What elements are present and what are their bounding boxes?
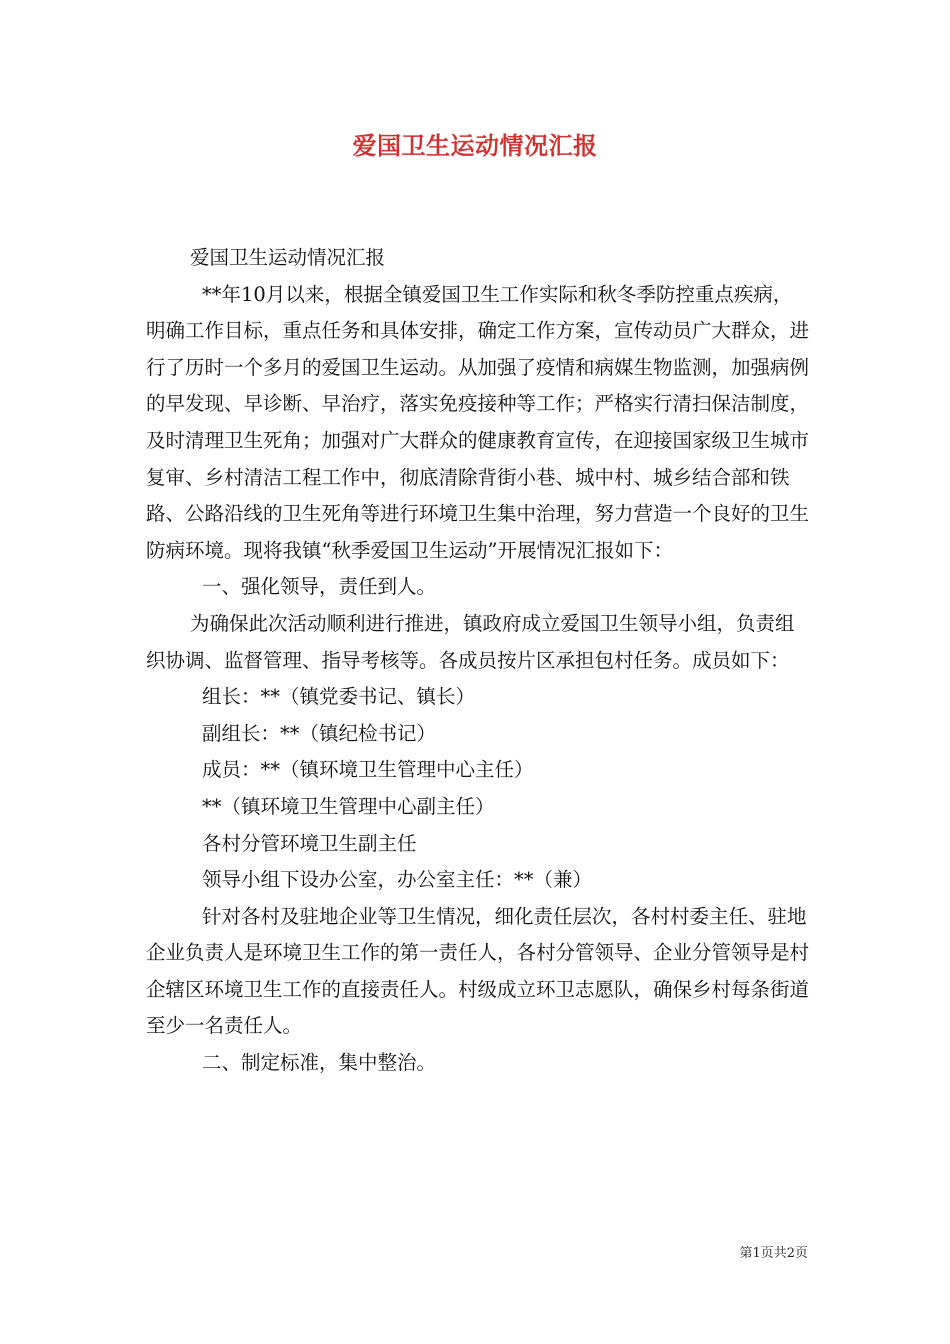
paragraph-leadership: 为确保此次活动顺利进行推进，镇政府成立爱国卫生领导小组，负责组织协调、监督管理、指导考核等。各成员按片区承担包村任务。成员如下： [146,611,795,672]
member-deputy: 副组长：**（镇纪检书记） [202,721,437,745]
office-director: 领导小组下设办公室，办公室主任：**（兼） [202,868,593,892]
member-vice-director: **（镇环境卫生管理中心副主任） [202,794,495,818]
paragraph-responsibility: 针对各村及驻地企业等卫生情况，细化责任层次，各村村委主任、驻地企业负责人是环境卫生工作的第一责任人，各村分管领导、企业分管领导是村企辖区环境卫生工作的直接责任人。村级成立环卫志愿队，确保乡村每条街道至少一名责任人。 [146,904,810,1038]
section-heading-2: 二、制定标准，集中整治。 [202,1051,437,1075]
page-number: 第1页共2页 [739,1246,808,1261]
section-heading-1: 一、强化领导，责任到人。 [202,575,437,599]
member-village-deputies: 各村分管环境卫生副主任 [202,831,417,855]
document-body [146,240,810,1082]
member-list: 成员：**（镇环境卫生管理中心主任） [202,758,534,782]
paragraph-intro: **年10月以来，根据全镇爱国卫生工作实际和秋冬季防控重点疾病，明确工作目标，重点任务和具体安排，确定工作方案，宣传动员广大群众，进行了历时一个多月的爱国卫生运动。从加强了疫情和病媒生物监测，加强病例的早发现、早诊断、早治疗，落实免疫接种等工作；严格实行清扫保洁制度，及时清理卫生死角；加强对广大群众的健康教育宣传，在迎接国家级卫生城市复审、乡村清洁工程工作中，彻底清除背街小巷、城中村、城乡结合部和铁路、公路沿线的卫生死角等进行环境卫生集中治理，努力营造一个良好的卫生防病环境。现将我镇“秋季爱国卫生运动”开展情况汇报如下： [146,282,810,562]
document-title: 爱国卫生运动情况汇报 [352,131,598,160]
member-leader: 组长：**（镇党委书记、镇长） [202,685,476,709]
paragraph-heading: 爱国卫生运动情况汇报 [190,246,386,269]
